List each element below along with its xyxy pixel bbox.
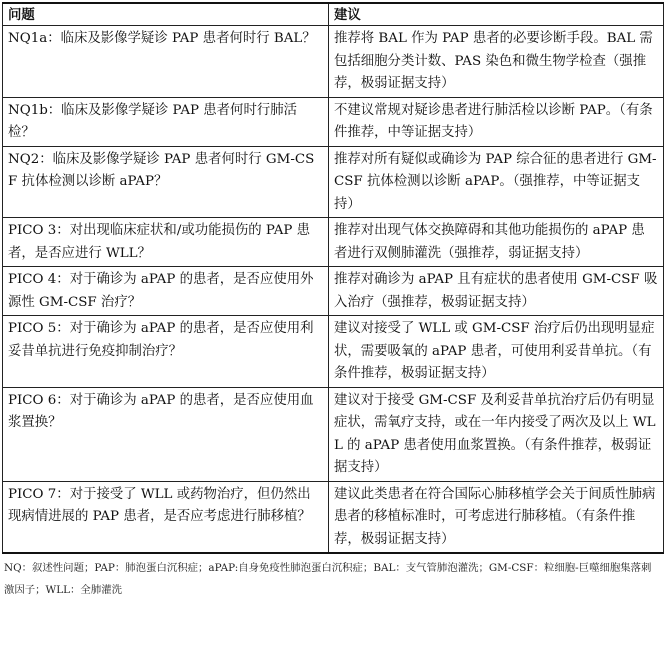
- table-row: [3, 26, 664, 98]
- recommendation-cell: 推荐对出现气体交换障碍和其他功能损伤的 aPAP 患者进行双侧肺灌洗（强推荐，弱证据支持）: [329, 218, 664, 267]
- recommendation-cell: 推荐将 BAL 作为 PAP 患者的必要诊断手段。BAL 需包括细胞分类计数、PAS 染色和微生物学检查（强推荐，极弱证据支持）: [329, 26, 664, 98]
- recommendation-cell: 不建议常规对疑诊患者进行肺活检以诊断 PAP。（有条件推荐，中等证据支持）: [329, 97, 664, 146]
- question-cell: PICO 6：对于确诊为 aPAP 的患者，是否应使用血浆置换？: [3, 387, 329, 481]
- recommendation-cell: 建议对接受了 WLL 或 GM-CSF 治疗后仍出现明显症状，需要吸氧的 aPAP 患者，可使用利妥昔单抗。（有条件推荐，极弱证据支持）: [329, 316, 664, 388]
- question-cell: PICO 7：对于接受了 WLL 或药物治疗，但仍然出现病情进展的 PAP 患者，是否应考虑进行肺移植？: [3, 481, 329, 553]
- header-question: 问题: [3, 3, 329, 26]
- table-row: [3, 218, 664, 267]
- table-header-row: [3, 3, 664, 26]
- table-row: [3, 146, 664, 218]
- recommendation-cell: 推荐对确诊为 aPAP 且有症状的患者使用 GM-CSF 吸入治疗（强推荐，极弱证据支持）: [329, 267, 664, 316]
- question-cell: NQ1b：临床及影像学疑诊 PAP 患者何时行肺活检？: [3, 97, 329, 146]
- table-row: [3, 97, 664, 146]
- abbreviation-footnote: NQ：叙述性问题；PAP：肺泡蛋白沉积症；aPAP:自身免疫性肺泡蛋白沉积症；BAL：支气管肺泡灌洗；GM-CSF：粒细胞-巨噬细胞集落刺激因子；WLL：全肺灌洗: [4, 562, 652, 596]
- table-row: [3, 387, 664, 481]
- recommendation-table: [2, 2, 664, 554]
- question-cell: PICO 5：对于确诊为 aPAP 的患者，是否应使用利妥昔单抗进行免疫抑制治疗？: [3, 316, 329, 388]
- recommendation-cell: 建议对于接受 GM-CSF 及利妥昔单抗治疗后仍有明显症状，需氧疗支持，或在一年内接受了两次及以上 WLL 的 aPAP 患者使用血浆置换。（有条件推荐，极弱证据支持）: [329, 387, 664, 481]
- recommendation-cell: 建议此类患者在符合国际心肺移植学会关于间质性肺病患者的移植标准时，可考虑进行肺移植。（有条件推荐，极弱证据支持）: [329, 481, 664, 553]
- table-row: [3, 481, 664, 553]
- recommendation-cell: 推荐对所有疑似或确诊为 PAP 综合征的患者进行 GM-CSF 抗体检测以诊断 aPAP。（强推荐，中等证据支持）: [329, 146, 664, 218]
- question-cell: NQ1a：临床及影像学疑诊 PAP 患者何时行 BAL？: [3, 26, 329, 98]
- question-cell: PICO 3：对出现临床症状和/或功能损伤的 PAP 患者，是否应进行 WLL？: [3, 218, 329, 267]
- question-cell: NQ2：临床及影像学疑诊 PAP 患者何时行 GM-CSF 抗体检测以诊断 aPAP？: [3, 146, 329, 218]
- header-recommendation: 建议: [329, 3, 664, 26]
- question-cell: PICO 4：对于确诊为 aPAP 的患者，是否应使用外源性 GM-CSF 治疗？: [3, 267, 329, 316]
- table-row: [3, 267, 664, 316]
- table-row: [3, 316, 664, 388]
- recommendation-document: [2, 2, 663, 601]
